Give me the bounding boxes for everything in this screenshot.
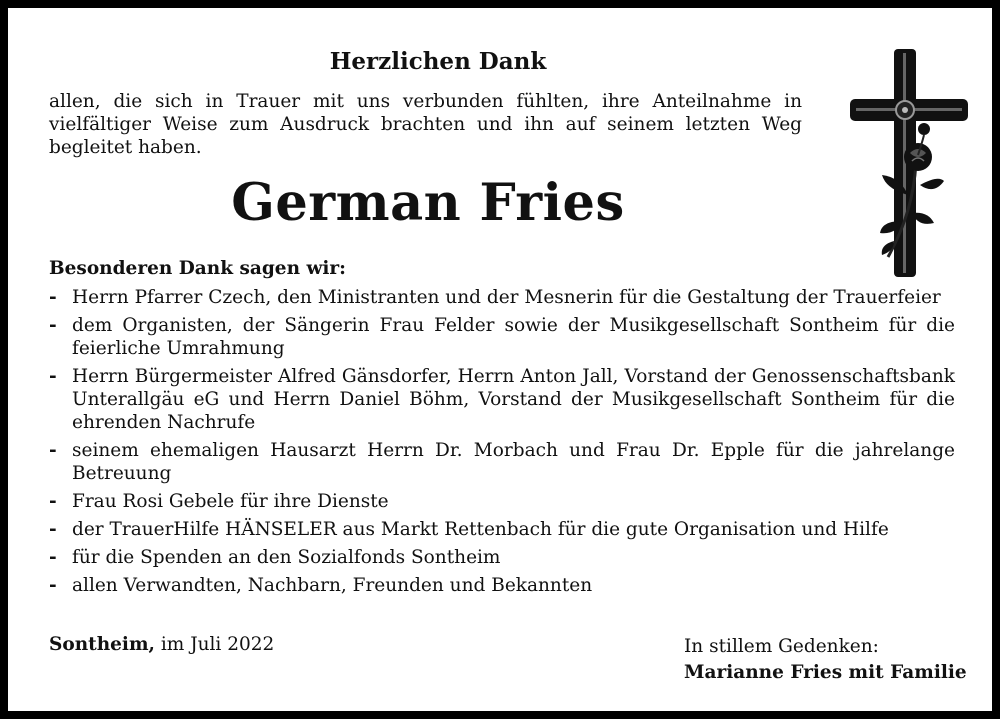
bullet-dash: - <box>49 315 57 336</box>
cross-with-rose-icon <box>836 45 972 283</box>
thanks-list <box>49 286 955 602</box>
list-item: - dem Organisten, der Sängerin Frau Felder sowie der Musikgesellschaft Sontheim für die feierliche Umrahmung <box>49 315 955 359</box>
list-item: - für die Spenden an den Sozialfonds Sontheim <box>49 547 501 568</box>
bullet-dash: - <box>49 287 57 308</box>
place-date <box>49 634 274 655</box>
bullet-dash: - <box>49 547 57 568</box>
list-item: - Frau Rosi Gebele für ihre Dienste <box>49 491 389 512</box>
thanks-heading: Herzlichen Dank <box>329 48 547 75</box>
bullet-dash: - <box>49 366 57 387</box>
signoff <box>684 634 967 686</box>
bullet-dash: - <box>49 491 57 512</box>
bullet-dash: - <box>49 519 57 540</box>
date: im Juli 2022 <box>154 634 275 655</box>
signoff-line: In stillem Gedenken: <box>684 636 879 657</box>
bullet-dash: - <box>49 575 57 596</box>
list-item: - allen Verwandten, Nachbarn, Freunden und Bekannten <box>49 575 593 596</box>
list-item: - der TrauerHilfe HÄNSELER aus Markt Rettenbach für die gute Organisation und Hilfe <box>49 519 889 540</box>
special-thanks-heading: Besonderen Dank sagen wir: <box>49 258 346 279</box>
family-name: Marianne Fries mit Familie <box>684 662 967 683</box>
intro-text: allen, die sich in Trauer mit uns verbunden fühlten, ihre Anteilnahme in vielfältiger Weise zum Ausdruck brachten und ihn auf seinem letzten Weg begleitet haben. <box>49 91 802 158</box>
list-item: - Herrn Pfarrer Czech, den Ministranten und der Mesnerin für die Gestaltung der Trauerfeier <box>49 287 941 308</box>
list-item: - seinem ehemaligen Hausarzt Herrn Dr. Morbach und Frau Dr. Epple für die jahrelange Betreuung <box>49 440 955 484</box>
bullet-dash: - <box>49 440 57 461</box>
place: Sontheim, <box>49 634 155 655</box>
deceased-name: German Fries <box>231 173 625 233</box>
list-item: - Herrn Bürgermeister Alfred Gänsdorfer, Herrn Anton Jall, Vorstand der Genossenschaftsbank Unterallgäu eG und Herrn Daniel Böhm, Vorstand der Musikgesellschaft Sontheim für die ehrenden Nachrufe <box>49 366 955 433</box>
